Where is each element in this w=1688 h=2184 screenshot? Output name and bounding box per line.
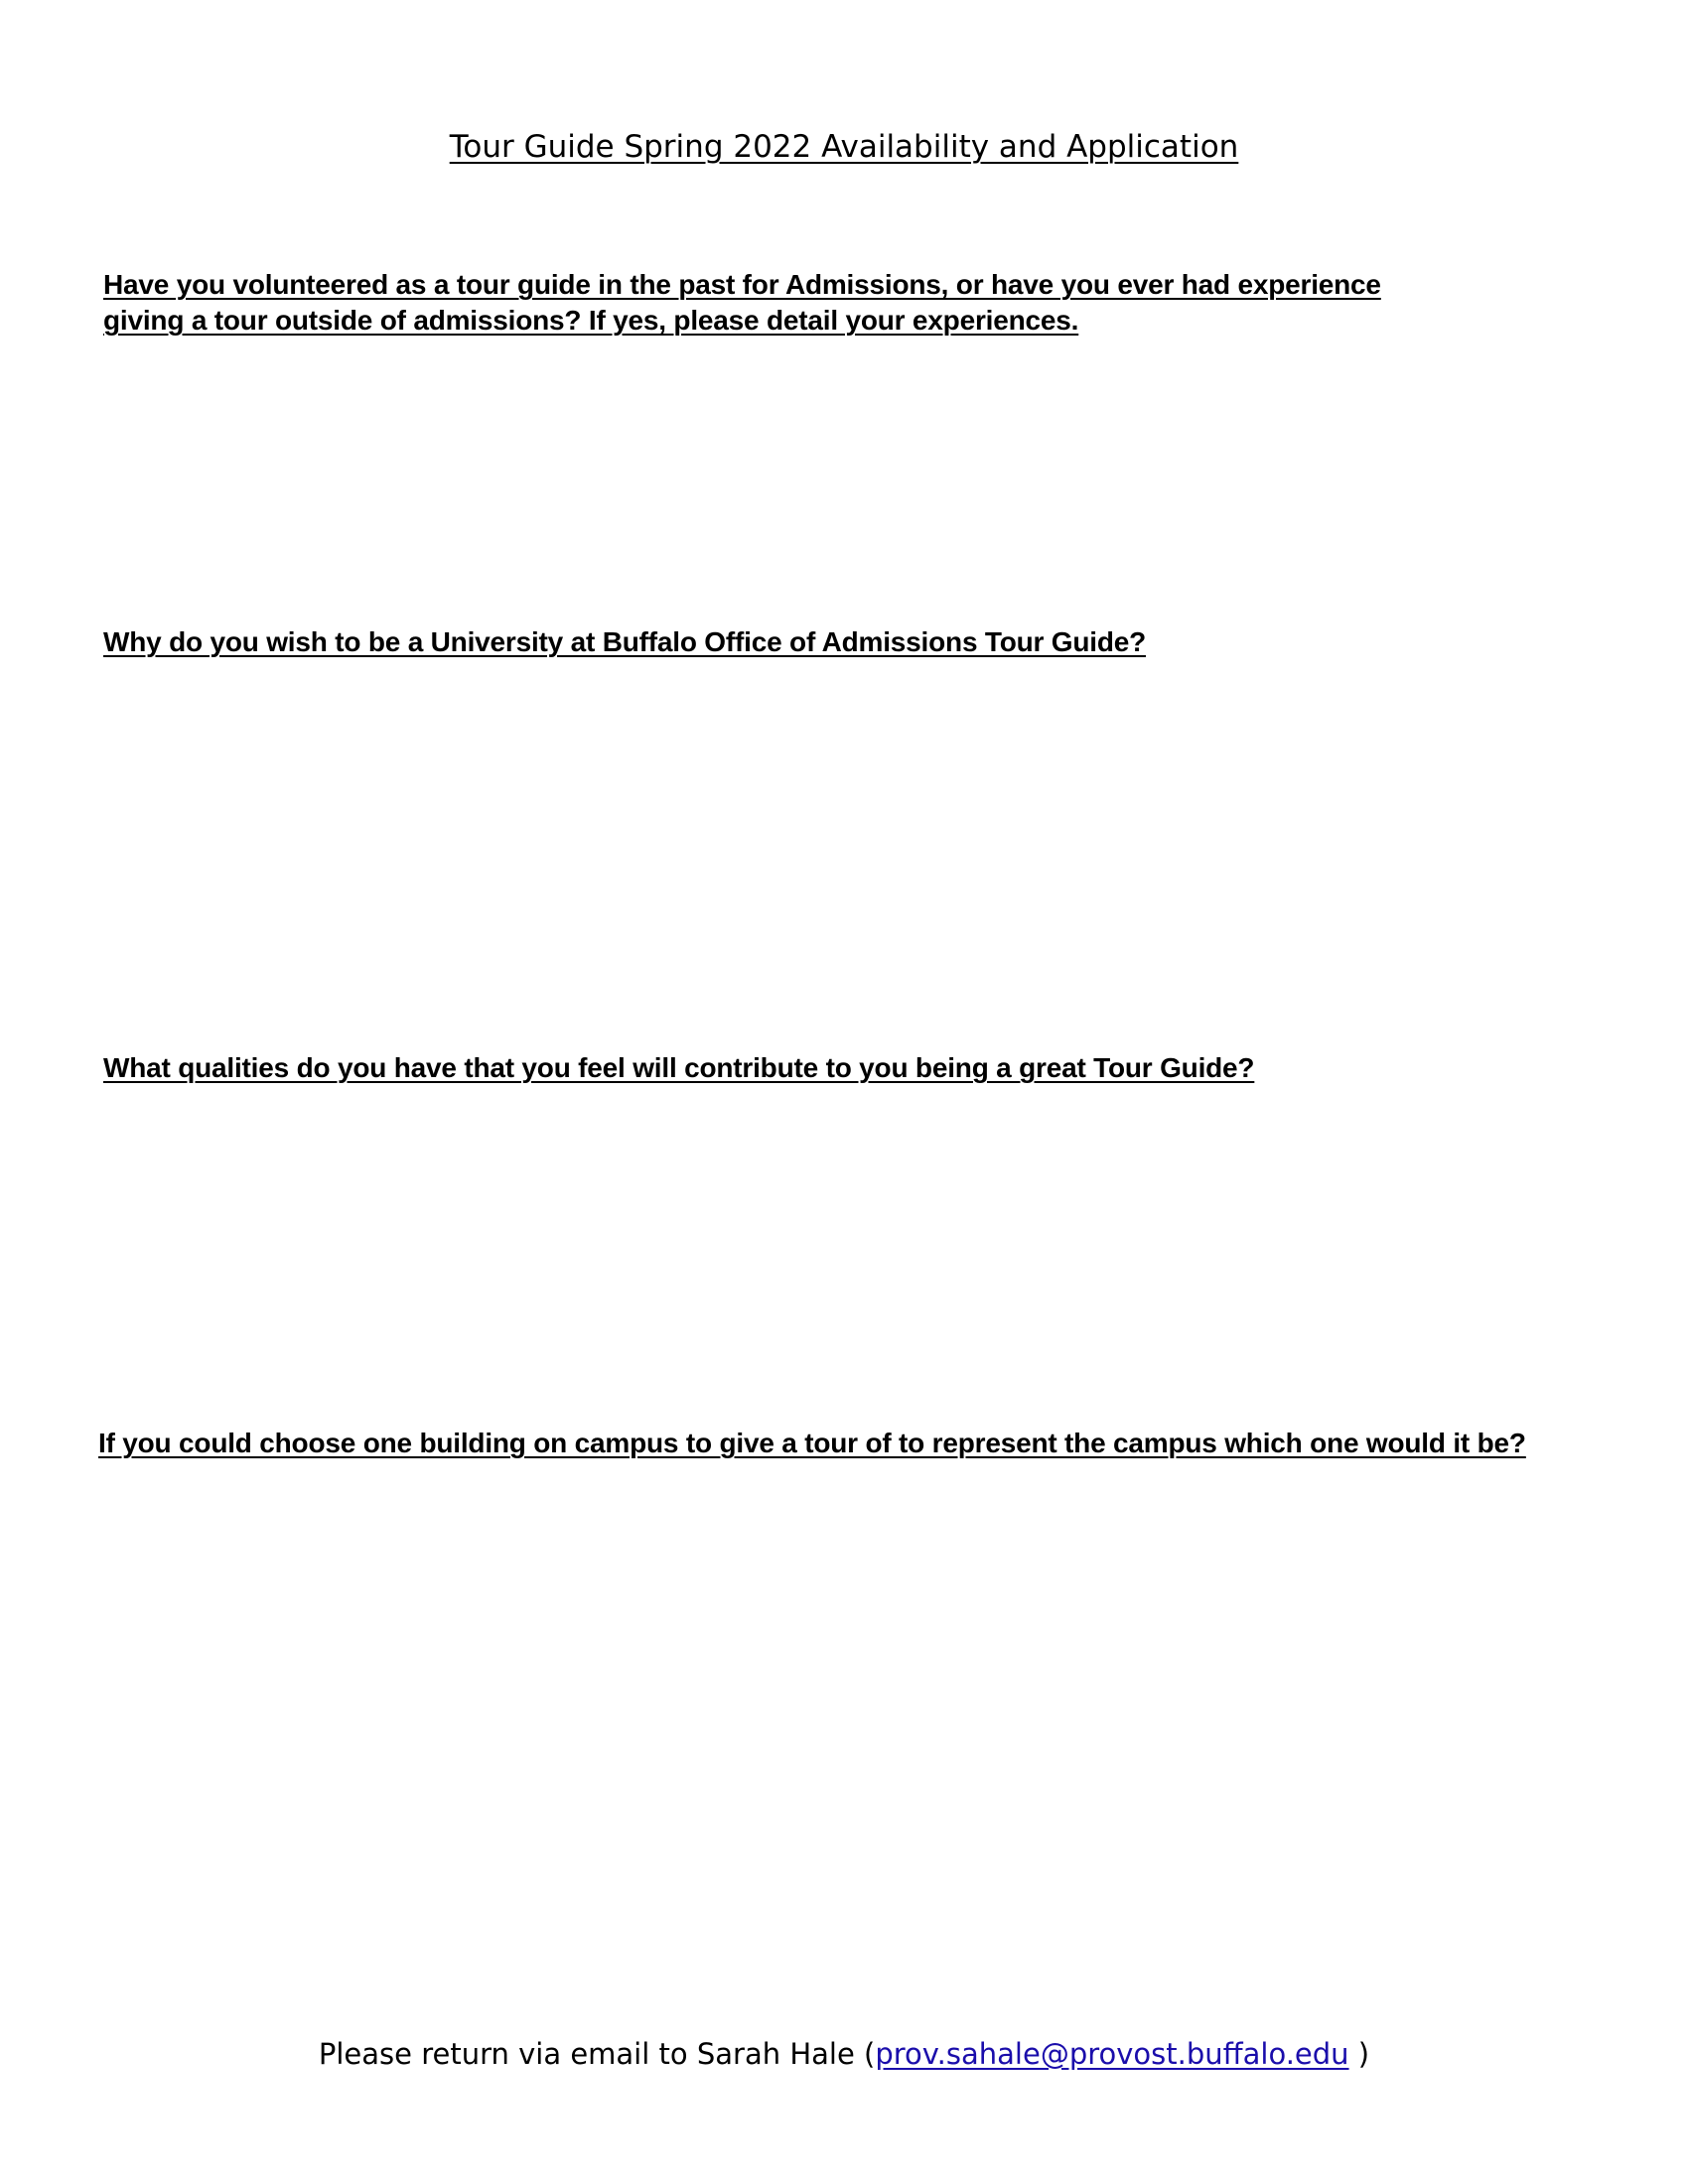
answer-area-past-experience[interactable] xyxy=(103,347,1493,606)
answer-area-building-choice[interactable] xyxy=(103,1479,1493,1995)
email-link[interactable]: prov.sahale@provost.buffalo.edu xyxy=(875,2037,1349,2071)
question-past-experience: Have you volunteered as a tour guide in the past for Admissions, or have you ever had experience giving a tour outside of admissions? If yes, please detail your experiences. xyxy=(103,269,1381,336)
answer-area-qualities[interactable] xyxy=(103,1102,1493,1400)
footer-prefix: Please return via email to Sarah Hale ( xyxy=(318,2037,876,2071)
answer-area-why-tour-guide[interactable] xyxy=(103,675,1493,1032)
footer-suffix: ) xyxy=(1348,2037,1370,2071)
question-building-choice: If you could choose one building on campus to give a tour of to represent the campus which one would it be? xyxy=(98,1428,1526,1458)
page-title: Tour Guide Spring 2022 Availability and Application xyxy=(449,129,1239,165)
footer-return-instructions xyxy=(0,2037,1688,2071)
question-why-tour-guide: Why do you wish to be a University at Buffalo Office of Admissions Tour Guide? xyxy=(103,626,1147,657)
question-qualities: What qualities do you have that you feel will contribute to you being a great Tour Guide? xyxy=(103,1052,1255,1083)
